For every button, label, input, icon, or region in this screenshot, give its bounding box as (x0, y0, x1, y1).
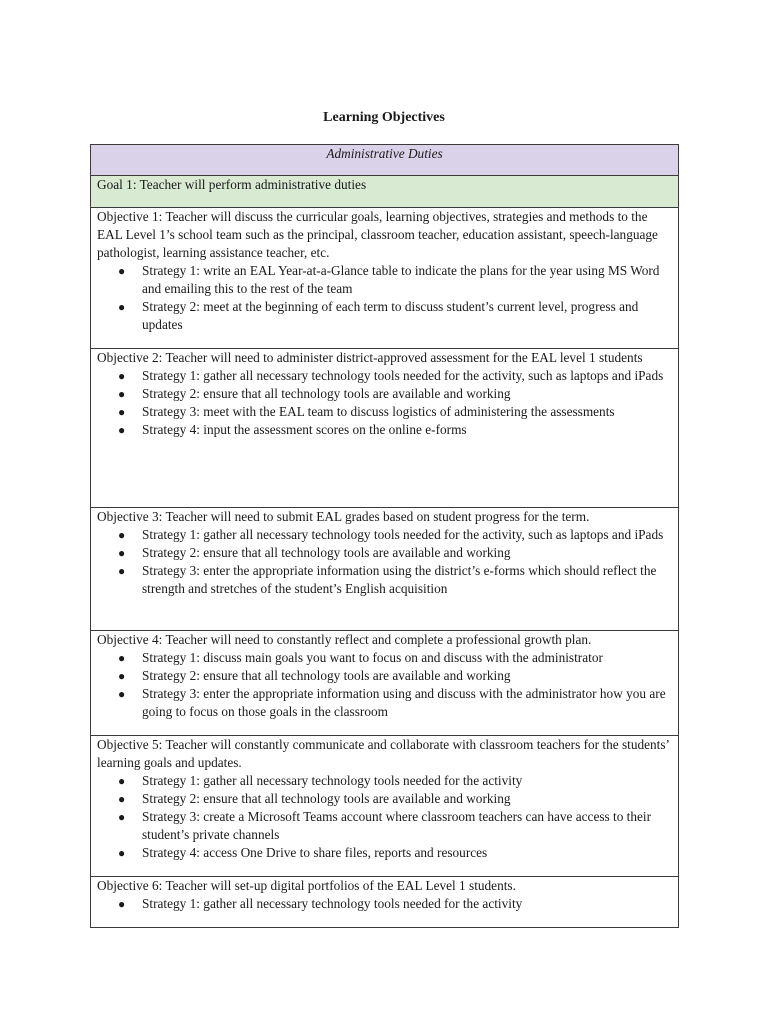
bullet-icon: ● (118, 300, 126, 314)
strategy-text: Strategy 1: gather all necessary technology tools needed for the activity, such as laptops and iPads (142, 527, 664, 542)
bullet-icon: ● (118, 651, 126, 665)
strategy-item (118, 844, 672, 862)
objective-row (91, 508, 679, 631)
objective-text: Objective 6: Teacher will set-up digital portfolios of the EAL Level 1 students. (97, 878, 516, 893)
goal-row (91, 176, 679, 208)
bullet-icon: ● (118, 405, 126, 419)
strategy-list (97, 526, 672, 598)
strategy-text: Strategy 2: ensure that all technology tools are available and working (142, 386, 511, 401)
strategy-item (118, 790, 672, 808)
strategy-list (97, 262, 672, 334)
strategy-list (97, 895, 672, 913)
table-header: Administrative Duties (91, 145, 679, 176)
goal-text: Goal 1: Teacher will perform administrative duties (91, 176, 679, 208)
objective-row (91, 736, 679, 877)
bullet-icon: ● (118, 846, 126, 860)
strategy-item (118, 298, 672, 334)
strategy-text: Strategy 2: ensure that all technology tools are available and working (142, 791, 511, 806)
objectives-table (90, 144, 679, 928)
strategy-item (118, 262, 672, 298)
strategy-item (118, 562, 672, 598)
strategy-text: Strategy 2: meet at the beginning of each term to discuss student’s current level, progress and updates (142, 299, 639, 332)
objective-cell (91, 736, 679, 877)
bullet-icon: ● (118, 528, 126, 542)
objective-cell (91, 349, 679, 508)
strategy-text: Strategy 3: create a Microsoft Teams account where classroom teachers can have access to their student’s private channels (142, 809, 652, 842)
objective-cell (91, 508, 679, 631)
strategy-text: Strategy 2: ensure that all technology tools are available and working (142, 545, 511, 560)
strategy-item (118, 544, 672, 562)
objective-row (91, 877, 679, 928)
bullet-icon: ● (118, 774, 126, 788)
strategy-text: Strategy 1: gather all necessary technology tools needed for the activity (142, 773, 523, 788)
strategy-text: Strategy 2: ensure that all technology tools are available and working (142, 668, 511, 683)
objective-text: Objective 3: Teacher will need to submit EAL grades based on student progress for the term. (97, 509, 590, 524)
objective-cell (91, 208, 679, 349)
objective-row (91, 631, 679, 736)
objective-cell (91, 631, 679, 736)
objective-text: Objective 2: Teacher will need to administer district-approved assessment for the EAL level 1 students (97, 350, 643, 365)
strategy-text: Strategy 3: enter the appropriate information using the district’s e-forms which should reflect the strength and stretches of the student’s English acquisition (142, 563, 657, 596)
bullet-icon: ● (118, 369, 126, 383)
strategy-list (97, 649, 672, 721)
strategy-item (118, 895, 672, 913)
strategy-item (118, 421, 672, 439)
bullet-icon: ● (118, 669, 126, 683)
strategy-item (118, 685, 672, 721)
strategy-item (118, 403, 672, 421)
strategy-item (118, 385, 672, 403)
objective-text: Objective 4: Teacher will need to constantly reflect and complete a professional growth plan. (97, 632, 592, 647)
strategy-item (118, 526, 672, 544)
strategy-item (118, 667, 672, 685)
strategy-text: Strategy 4: input the assessment scores on the online e-forms (142, 422, 467, 437)
strategy-text: Strategy 1: gather all necessary technology tools needed for the activity, such as laptops and iPads (142, 368, 664, 383)
bullet-icon: ● (118, 546, 126, 560)
bullet-icon: ● (118, 387, 126, 401)
strategy-text: Strategy 4: access One Drive to share files, reports and resources (142, 845, 488, 860)
strategy-text: Strategy 3: enter the appropriate information using and discuss with the administrator how you are going to focus on those goals in the classroom (142, 686, 666, 719)
bullet-icon: ● (118, 897, 126, 911)
objective-row (91, 349, 679, 508)
objective-text: Objective 1: Teacher will discuss the curricular goals, learning objectives, strategies and methods to the EAL Level 1’s school team such as the principal, classroom teacher, education assistant, speech-language pathologist, learning assistance teacher, etc. (97, 209, 658, 260)
strategy-text: Strategy 1: gather all necessary technology tools needed for the activity (142, 896, 523, 911)
strategy-list (97, 367, 672, 439)
strategy-item (118, 649, 672, 667)
bullet-icon: ● (118, 264, 126, 278)
objective-row (91, 208, 679, 349)
bullet-icon: ● (118, 564, 126, 578)
strategy-item (118, 772, 672, 790)
strategy-item (118, 808, 672, 844)
strategy-list (97, 772, 672, 862)
header-row (91, 145, 679, 176)
page-title: Learning Objectives (323, 110, 445, 125)
bullet-icon: ● (118, 687, 126, 701)
objective-text: Objective 5: Teacher will constantly communicate and collaborate with classroom teachers for the students’ learning goals and updates. (97, 737, 669, 770)
bullet-icon: ● (118, 810, 126, 824)
bullet-icon: ● (118, 792, 126, 806)
strategy-item (118, 367, 672, 385)
strategy-text: Strategy 3: meet with the EAL team to discuss logistics of administering the assessments (142, 404, 615, 419)
objective-cell (91, 877, 679, 928)
strategy-text: Strategy 1: write an EAL Year-at-a-Glance table to indicate the plans for the year using MS Word and emailing this to the rest of the team (142, 263, 660, 296)
strategy-text: Strategy 1: discuss main goals you want to focus on and discuss with the administrator (142, 650, 603, 665)
bullet-icon: ● (118, 423, 126, 437)
